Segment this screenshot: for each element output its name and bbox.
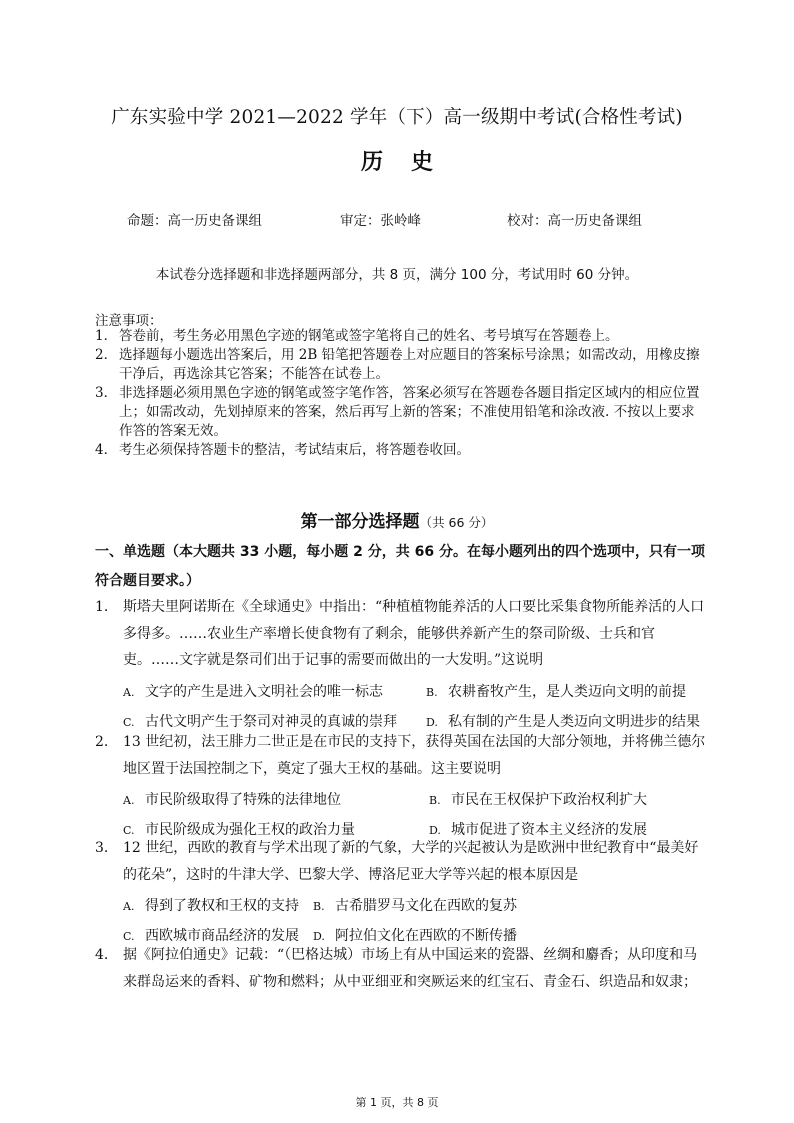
question-number: 4. xyxy=(95,947,109,963)
option-text: 文字的产生是进入文明社会的唯一标志 xyxy=(145,683,383,700)
option-letter: A. xyxy=(123,794,135,807)
option-text: 西欧城市商品经济的发展 xyxy=(145,928,299,944)
notice-number: 2． xyxy=(95,347,118,363)
credit-author: 命题：高一历史备课组 xyxy=(127,213,262,229)
option-letter: B. xyxy=(313,900,325,913)
part-one-title xyxy=(0,507,794,532)
option-b[interactable] xyxy=(426,677,686,708)
exam-summary: 本试卷分选择题和非选择题两部分，共 8 页，满分 100 分，考试用时 60 分钟。 xyxy=(155,267,639,283)
option-row xyxy=(123,677,707,707)
option-letter: A. xyxy=(123,900,135,913)
option-a[interactable] xyxy=(123,785,341,816)
notice-text: 答卷前，考生务必用黑色字迹的钢笔或签字笔将自己的姓名、考号填写在答题卷上。 xyxy=(119,328,619,344)
option-letter: C. xyxy=(123,715,135,729)
part-one-points: （共 66 分） xyxy=(419,515,494,530)
option-letter: A. xyxy=(123,685,135,699)
credit-reviewer: 审定：张岭峰 xyxy=(340,213,421,229)
option-text: 私有制的产生是人类迈向文明进步的结果 xyxy=(448,713,700,730)
question-number: 3. xyxy=(95,840,109,856)
option-text: 市民阶级取得了特殊的法律地位 xyxy=(145,792,341,808)
part-one-heading: 第一部分选择题 xyxy=(300,512,420,532)
question-4 xyxy=(95,942,707,995)
option-a[interactable] xyxy=(123,891,299,922)
option-letter: B. xyxy=(426,685,438,699)
option-text: 城市促进了资本主义经济的发展 xyxy=(451,822,647,838)
notice-number: 4． xyxy=(95,442,118,458)
notice-number: 3． xyxy=(95,385,118,401)
notice-item xyxy=(95,441,700,460)
notice-text: 考生必须保持答题卡的整洁，考试结束后，将答题卷收回。 xyxy=(119,442,470,458)
option-text: 古希腊罗马文化在西欧的复苏 xyxy=(335,898,517,914)
credit-proofreader: 校对：高一历史备课组 xyxy=(507,213,642,229)
question-2 xyxy=(95,729,707,845)
option-letter: D. xyxy=(426,715,438,729)
notice-item xyxy=(95,384,700,441)
option-letter: D. xyxy=(313,930,325,943)
notice-text: 选择题每小题选出答案后，用 2B 铅笔把答题卷上对应题目的答案标号涂黑；如需改动，用橡皮擦干净后，再选涂其它答案；不能答在试卷上。 xyxy=(119,347,700,382)
option-text: 市民在王权保护下政治权利扩大 xyxy=(451,792,647,808)
option-letter: C. xyxy=(123,930,135,943)
option-text: 得到了教权和王权的支持 xyxy=(145,898,299,914)
page-footer: 第 1 页，共 8 页 xyxy=(355,1096,439,1109)
question-number: 2. xyxy=(95,734,109,750)
notice-heading: 注意事项： xyxy=(95,313,163,329)
question-number: 1. xyxy=(95,599,109,615)
section-instruction: 一、单选题（本大题共 33 小题，每小题 2 分，共 66 分。在每小题列出的四个选项中，只有一项符合题目要求。） xyxy=(95,544,705,589)
option-text: 农耕畜牧产生，是人类迈向文明的前提 xyxy=(448,683,686,700)
question-stem: 13 世纪初，法王腓力二世正是在市民的支持下，获得英国在法国的大部分领地，并将佛兰德尔地区置于法国控制之下，奠定了强大王权的基础。这主要说明 xyxy=(123,734,706,777)
subject-char: 历 xyxy=(360,150,383,175)
option-letter: C. xyxy=(123,824,135,837)
question-stem: 斯塔夫里阿诺斯在《全球通史》中指出：“种植植物能养活的人口要比采集食物所能养活的人口多得多。……农业生产率增长使食物有了剩余，能够供养新产生的祭司阶级、士兵和官吏。……文字就是祭司们出于记事的需要而做出的一大发明。”这说明 xyxy=(123,599,705,668)
option-row xyxy=(123,785,707,815)
question-stem: 据《阿拉伯通史》记载：“（巴格达城）市场上有从中国运来的瓷器、丝绸和麝香；从印度和马来群岛运来的香料、矿物和燃料；从中亚细亚和突厥运来的红宝石、青金石、织造品和奴隶； xyxy=(123,947,698,990)
question-stem: 12 世纪，西欧的教育与学术出现了新的气象，大学的兴起被认为是欧洲中世纪教育中“最美好的花朵”，这时的牛津大学、巴黎大学、博洛尼亚大学等兴起的根本原因是 xyxy=(123,840,699,883)
question-1 xyxy=(95,594,707,737)
option-a[interactable] xyxy=(123,677,383,708)
exam-title: 广东实验中学 2021—2022 学年（下）高一级期中考试(合格性考试) xyxy=(111,107,683,128)
subject-title xyxy=(0,145,794,176)
option-text: 市民阶级成为强化王权的政治力量 xyxy=(145,822,355,838)
option-row xyxy=(123,891,707,921)
subject-char: 史 xyxy=(411,150,434,175)
option-text: 古代文明产生于祭司对神灵的真诚的崇拜 xyxy=(145,713,397,730)
option-b[interactable] xyxy=(313,891,517,922)
option-text: 阿拉伯文化在西欧的不断传播 xyxy=(335,928,517,944)
notice-item xyxy=(95,327,700,346)
notice-number: 1． xyxy=(95,328,118,344)
notice-item xyxy=(95,346,700,384)
question-3 xyxy=(95,835,707,951)
option-letter: B. xyxy=(429,794,441,807)
option-b[interactable] xyxy=(429,785,647,816)
notice-text: 非选择题必须用黑色字迹的钢笔或签字笔作答，答案必须写在答题卷各题目指定区域内的相应位置上；如需改动，先划掉原来的答案，然后再写上新的答案；不准使用铅笔和涂改液. 不按以上要求作答的答案无效。 xyxy=(119,385,700,439)
notice-list xyxy=(95,327,700,460)
option-letter: D. xyxy=(429,824,441,837)
question-options xyxy=(123,677,707,737)
